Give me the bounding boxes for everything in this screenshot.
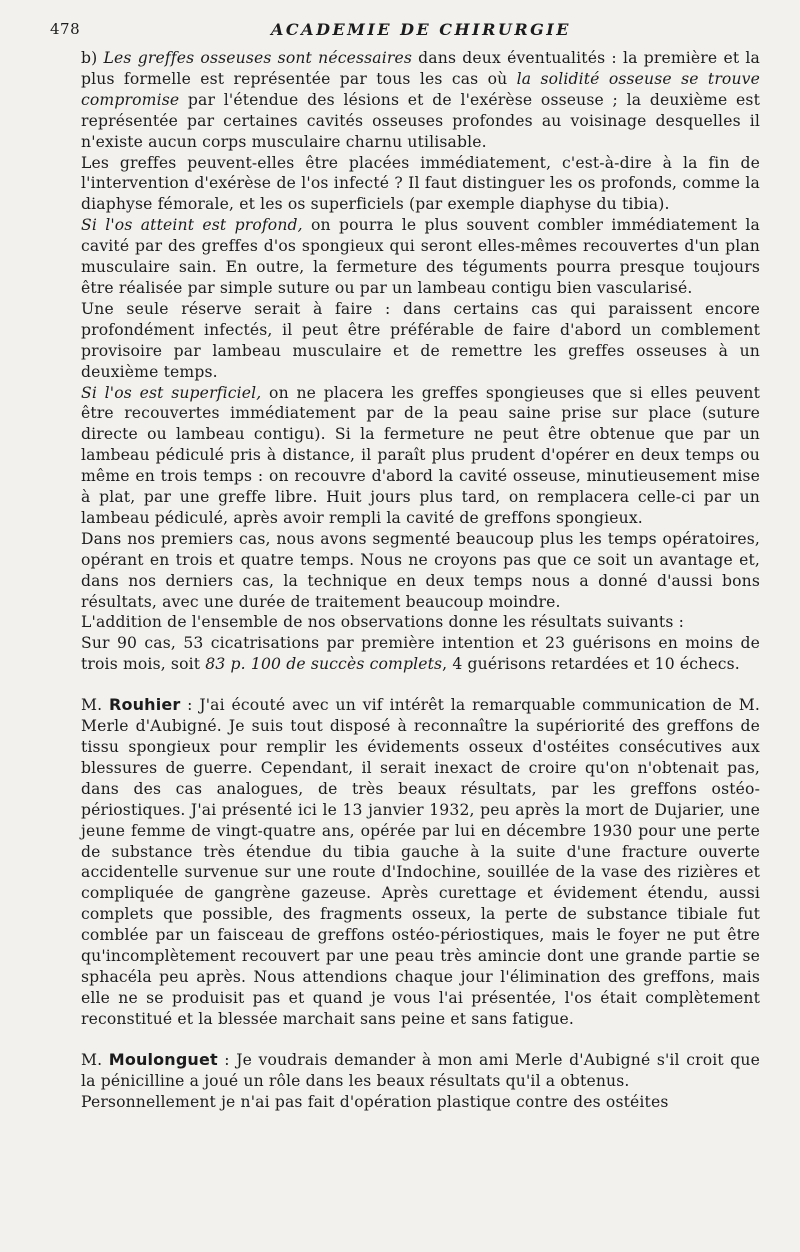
paragraph-last-line: Personnellement je n'ai pas fait d'opération plastique contre des ostéites [81,1092,669,1111]
paragraph-first-cases: Dans nos premiers cas, nous avons segmenté beaucoup plus les temps opératoires, opérant en trois et quatre temps. Nous ne croyons pas que ce soit un avantage et, dans nos derniers cas, la technique en deux temps nous a donné d'aussi bons résultats, avec une durée de traitement beaucoup moindre. [81,529,760,611]
speaker-moulonguet: Moulonguet [108,1049,218,1069]
paragraph-superficial-bone: Si l'os est superficiel, on ne placera les greffes spongieuses que si elles peuvent être recouvertes immédiatement par de la peau saine prise sur place (suture directe ou lambeau contigu). Si la fermeture ne peut être obtenue que par un lambeau pédiculé pris à distance, il paraît plus prudent d'opérer en deux temps ou même en trois temps : on recouvre d'abord la cavité osseuse, minutieusement mise à plat, par une greffe libre. Huit jours plus tard, on remplacera celle-ci par un lambeau pédiculé, après avoir rempli la cavité de greffons spongieux. [81,383,760,527]
section-gap [81,675,760,695]
body-text [81,48,760,1112]
running-title: ACADEMIE DE CHIRURGIE [271,20,571,39]
paragraph-rouhier: M. Rouhier : J'ai écouté avec un vif intérêt la remarquable communication de M. Merle d'Aubigné. Je suis tout disposé à reconnaître la supériorité des greffons de tissu spongieux pour remplir les évidements osseux d'ostéites consécutives aux blessures de guerre. Cependant, il serait inexact de croire qu'on n'obtenait pas, dans des cas analogues, de très beaux résultats, par les greffons ostéo-périostiques. J'ai présenté ici le 13 janvier 1932, peu après la mort de Dujarier, une jeune femme de vingt-quatre ans, opérée par lui en décembre 1930 pour une perte de substance très étendue du tibia gauche à la suite d'une fracture ouverte accidentelle survenue sur une route d'Indochine, souillée de la vase des rizières et compliquée de gangrène gazeuse. Après curettage et évidement étendu, aussi complets que possible, des fragments osseux, la perte de substance tibiale fut comblée par un faisceau de greffons ostéo-périostiques, mais le foyer ne put être qu'incomplètement recouvert par une peau très amincie dont une grande partie se sphacéla peu après. Nous attendions chaque jour l'élimination des greffons, mais elle ne se produisit pas et quand je vous l'ai présentée, l'os était complètement reconstitué et la blessée marchait sans peine et sans fatigue. [81,695,760,1028]
page-header [50,14,760,48]
paragraph-results: Sur 90 cas, 53 cicatrisations par première intention et 23 guérisons en moins de trois mois, soit 83 p. 100 de succès complets, 4 guérisons retardées et 10 échecs. [81,634,760,674]
page-number: 478 [50,20,81,38]
paragraph-immediate-placement: Les greffes peuvent-elles être placées immédiatement, c'est-à-dire à la fin de l'intervention d'exérèse de l'os infecté ? Il faut distinguer les os profonds, comme la diaphyse fémorale, et les os superficiels (par exemple diaphyse du tibia). [81,153,760,214]
paragraph-grafts-necessary: b) Les greffes osseuses sont nécessaires dans deux éventualités : la première et la plus formelle est représentée par tous les cas où la solidité osseuse se trouve compromise par l'étendue des lésions et de l'exérèse osseuse ; la deuxième est représentée par certaines cavités osseuses profondes au voisinage desquelles il n'existe aucun corps musculaire charnu utilisable. [81,49,761,151]
paragraph-results-intro: L'addition de l'ensemble de nos observations donne les résultats suivants : [81,613,685,632]
paragraph-deep-bone: Si l'os atteint est profond, on pourra le plus souvent combler immédiatement la cavité par des greffes d'os spongieux qui seront elles-mêmes recouvertes d'un plan musculaire sain. En outre, la fermeture des téguments pourra presque toujours être réalisée par simple suture ou par un lambeau contigu bien vascularisé. [81,216,760,297]
paragraph-reservation: Une seule réserve serait à faire : dans certains cas qui paraissent encore profondément infectés, il peut être préférable de faire d'abord un comblement provisoire par lambeau musculaire et de remettre les greffes osseuses à un deuxième temps. [81,299,760,381]
paragraph-moulonguet: M. Moulonguet : Je voudrais demander à mon ami Merle d'Aubigné s'il croit que la pénicilline a joué un rôle dans les beaux résultats qu'il a obtenus. [81,1049,760,1090]
speaker-rouhier: Rouhier [109,695,181,715]
section-gap [81,1030,760,1050]
